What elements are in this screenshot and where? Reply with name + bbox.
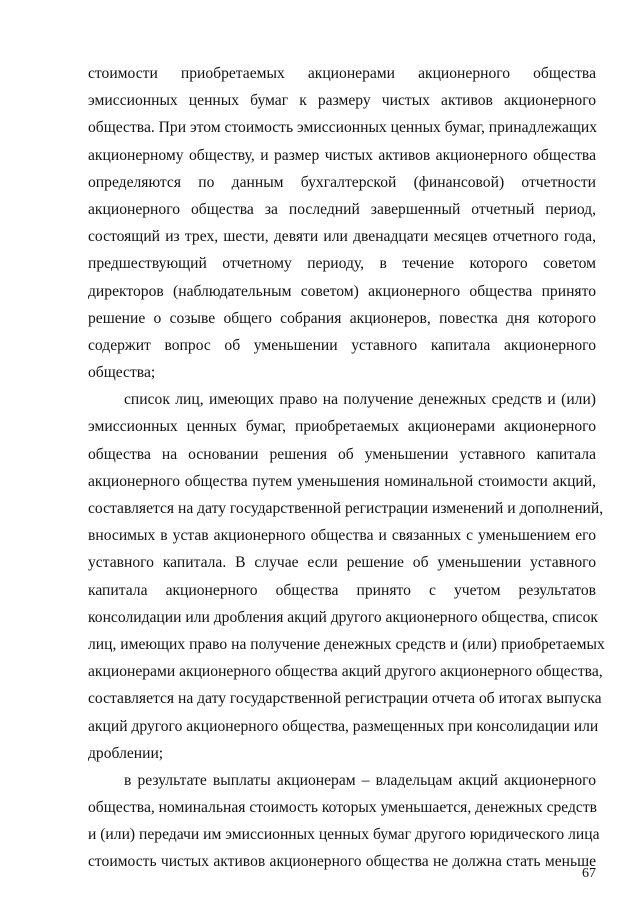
text-line: содержит вопрос об уменьшении уставного капитала акционерного — [88, 336, 596, 354]
text-line: общества; — [88, 364, 156, 382]
text-line: акций другого акционерного общества, размещенных при консолидации или — [88, 717, 599, 735]
document-page — [88, 60, 605, 876]
text-line: дроблении; — [88, 744, 164, 762]
text-line: директоров (наблюдательным советом) акционерного общества принято — [88, 282, 596, 300]
text-line: составляется на дату государственной регистрации изменений и дополнений, — [88, 500, 604, 517]
text-line: уставного капитала. В случае если решение об уменьшении уставного — [88, 554, 596, 572]
text-line: вносимых в устав акционерного общества и связанных с уменьшением его — [88, 527, 596, 545]
text-line: общества, номинальная стоимость которых уменьшается, денежных средств — [88, 799, 598, 817]
text-line: предшествующий отчетному периоду, в течение которого советом — [88, 255, 596, 273]
text-line: эмиссионных ценных бумаг, приобретаемых акционерами акционерного — [88, 418, 596, 436]
text-line: решение о созыве общего собрания акционеров, повестка дня которого — [88, 309, 596, 327]
text-line: стоимости приобретаемых акционерами акционерного общества — [88, 65, 596, 82]
text-line: стоимость чистых активов акционерного общества не должна стать меньше — [88, 853, 596, 871]
text-line: лиц, имеющих право на получение денежных средств и (или) приобретаемых — [88, 635, 605, 653]
text-line: общества. При этом стоимость эмиссионных ценных бумаг, принадлежащих — [88, 119, 598, 137]
text-line: составляется на дату государственной регистрации отчета об итогах выпуска — [88, 690, 602, 708]
text-line: акционерами акционерного общества акций другого акционерного общества, — [88, 663, 603, 681]
text-line: в результате выплаты акционерам – владельцам акций акционерного — [124, 771, 596, 789]
text-line: капитала акционерного общества принято с учетом результатов — [88, 581, 596, 599]
text-line: акционерного общества путем уменьшения номинальной стоимости акций, — [88, 472, 596, 490]
paragraph-3 — [88, 767, 600, 876]
page-number: 67 — [582, 866, 596, 881]
text-line: список лиц, имеющих право на получение денежных средств и (или) — [124, 391, 596, 409]
text-line: и (или) передачи им эмиссионных ценных бумаг другого юридического лица — [88, 826, 600, 844]
paragraph-1 — [88, 60, 596, 386]
text-line: эмиссионных ценных бумаг к размеру чистых активов акционерного — [88, 92, 596, 110]
text-line: консолидации или дробления акций другого акционерного общества, список — [88, 608, 598, 626]
text-line: общества на основании решения об уменьшении уставного капитала — [88, 445, 596, 463]
paragraph-2 — [88, 386, 605, 767]
text-line: акционерного общества за последний завершенный отчетный период, — [88, 200, 596, 218]
text-line: акционерному обществу, и размер чистых активов акционерного общества — [88, 146, 596, 164]
text-line: определяются по данным бухгалтерской (финансовой) отчетности — [88, 173, 596, 191]
text-line: состоящий из трех, шести, девяти или двенадцати месяцев отчетного года, — [88, 228, 596, 246]
